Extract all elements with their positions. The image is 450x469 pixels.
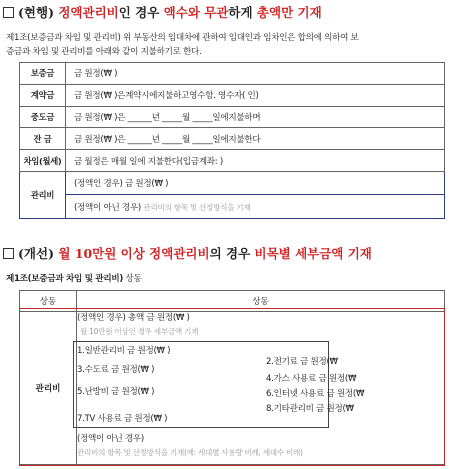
title-emph: 정액관리비	[58, 5, 119, 20]
item-right[interactable]: 6.인터넷 사용료 금 원정(₩	[266, 389, 365, 399]
checkbox-icon[interactable]	[3, 248, 14, 259]
title-emph: 액수와 무관	[163, 5, 229, 20]
title-emph: 월 10만원 이상	[58, 246, 150, 261]
mgmt-label: 관리비	[20, 312, 77, 465]
clause-line-1: 제1조(보증금과 차임 및 관리비) 위 부동산의 임대차에 관하여 임대인과 임차인은 합의에 의하여 보	[6, 33, 359, 43]
item-right[interactable]: 2.전기료 금 원정(₩	[266, 357, 338, 367]
col-header-left: 상동	[20, 291, 77, 312]
row-content[interactable]: 금 원정(₩ )은 ______년 _____월 _____일에지불한다	[66, 128, 445, 150]
title-emph: 정액관리비	[149, 246, 210, 261]
clause-suffix: 상동	[123, 274, 142, 284]
item-left[interactable]: 7.TV 사용료 금 원정(₩ )	[77, 414, 168, 424]
nonfixed-label[interactable]: (정액이 아닌 경우)	[77, 434, 144, 444]
title-text: 인 경우	[118, 5, 164, 20]
checkbox-icon[interactable]	[3, 7, 14, 18]
item-left[interactable]: 3.수도료 금 원정(₩ )	[77, 365, 155, 375]
fixed-hint: 월 10만원 이상인 경우 세부금액 기재	[80, 327, 199, 336]
row-label: 계약금	[20, 84, 66, 106]
title-emph: 총액만 기재	[256, 5, 322, 20]
fixed-line[interactable]: (정액인 경우) 총액 금 원정(₩ )	[77, 313, 190, 323]
item-right[interactable]: 8.기타관리비 금 원정(₩	[266, 404, 354, 414]
clause-line	[6, 272, 141, 284]
row-content[interactable]: 금 원정(₩ )	[66, 63, 445, 85]
clause-title: 제1조(보증금과 차임 및 관리비)	[6, 274, 124, 284]
mgmt-nonfixed-label: (정액이 아닌 경우)	[74, 202, 141, 213]
title-text: 하게	[228, 5, 257, 20]
title-emph: 비목별 세부금액 기재	[254, 246, 372, 261]
row-content[interactable]: 금 월정은 매월 일에 지불한다(입금계좌: )	[66, 150, 445, 172]
title-prefix: (개선)	[18, 246, 59, 261]
item-right[interactable]: 4.가스 사용료 금 원정(₩	[266, 374, 357, 384]
item-left[interactable]: 1.일반관리비 금 원정(₩ )	[77, 346, 171, 356]
row-content[interactable]: 금 원정(₩ )은 ______년 _____월 _____일에지불하며	[66, 106, 445, 128]
section2-title	[3, 244, 372, 262]
row-label: 잔 금	[20, 128, 66, 150]
row-label: 차임(월세)	[20, 150, 66, 172]
mgmt-fixed[interactable]: (정액인 경우) 금 원정(₩ )	[66, 171, 445, 195]
item-left[interactable]: 5.난방비 금 원정(₩ )	[77, 387, 155, 397]
mgmt-label: 관리비	[20, 171, 66, 218]
payment-table	[19, 62, 445, 219]
title-text: 의 경우	[209, 246, 255, 261]
section1-title	[3, 3, 322, 21]
clause-line-2: 증금과 차임 및 관리비를 아래와 같이 지불하기로 한다.	[6, 47, 202, 57]
mgmt-nonfixed[interactable]	[66, 195, 445, 219]
title-prefix: (현행)	[18, 5, 59, 20]
nonfixed-hint: 관리비의 항목 및 산정방식을 기재(예: 세대별 사용량 비례, 세대수 비례)	[77, 448, 303, 457]
row-label: 중도금	[20, 106, 66, 128]
row-label: 보증금	[20, 63, 66, 85]
mgmt-nonfixed-hint: 관리비의 항목 및 산정방식을 기재	[143, 202, 251, 212]
col-header-right: 상동	[77, 291, 445, 312]
row-content[interactable]: 금 원정(₩ )은계약시에지불하고영수함. 영수자( 인)	[66, 84, 445, 106]
